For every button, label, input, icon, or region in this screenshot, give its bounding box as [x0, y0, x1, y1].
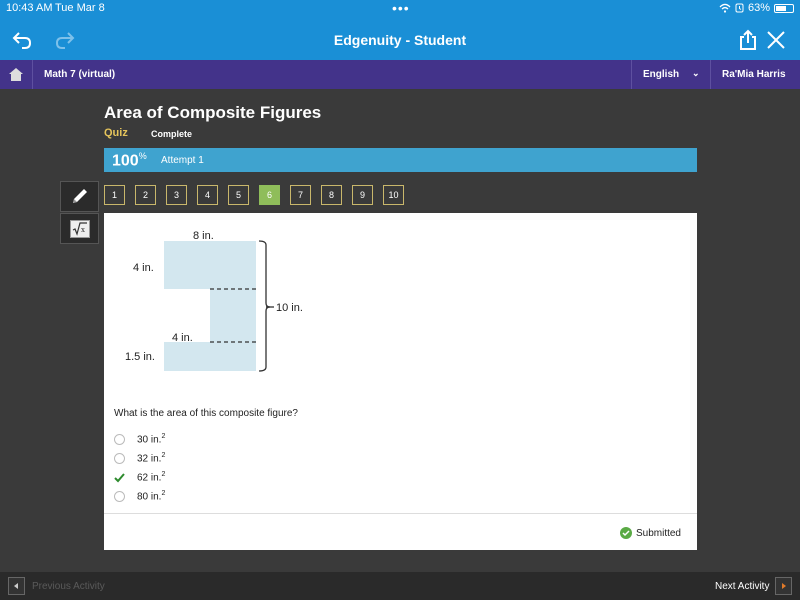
answer-exponent: 2: [161, 470, 166, 478]
check-circle-icon: [620, 527, 632, 539]
question-text: What is the area of this composite figure?: [114, 408, 298, 419]
previous-activity-button[interactable]: [8, 577, 25, 595]
label-inner-width: 4 in.: [172, 332, 193, 344]
score-bar: [104, 148, 697, 172]
submitted-status: [620, 527, 681, 539]
question-6-button[interactable]: 6: [259, 185, 280, 205]
answer-value: 32 in.: [137, 453, 162, 465]
course-name[interactable]: Math 7 (virtual): [44, 69, 116, 80]
app-title: Edgenuity - Student: [333, 32, 467, 48]
close-icon[interactable]: [764, 28, 788, 52]
previous-activity-label[interactable]: Previous Activity: [32, 581, 105, 592]
label-top-width: 8 in.: [193, 230, 214, 242]
score-number: 100: [112, 152, 139, 170]
language-select[interactable]: English: [643, 69, 680, 80]
answer-label: [137, 452, 165, 464]
wifi-icon: [719, 3, 731, 13]
course-bar: [0, 60, 800, 89]
score-value: [112, 151, 147, 170]
question-8-button[interactable]: 8: [321, 185, 342, 205]
battery-icon: [774, 4, 794, 13]
answer-option[interactable]: [114, 470, 165, 484]
share-icon[interactable]: [736, 28, 760, 52]
chevron-down-icon[interactable]: ⌄: [692, 68, 700, 78]
answer-label: [137, 433, 165, 445]
composite-figure: [114, 223, 354, 398]
answer-label: [137, 471, 165, 483]
question-2-button[interactable]: 2: [135, 185, 156, 205]
multitask-dots[interactable]: •••: [392, 0, 410, 16]
score-unit: %: [138, 151, 147, 161]
attempt-label: Attempt 1: [161, 155, 204, 166]
answer-option[interactable]: [114, 451, 165, 465]
page-title: Area of Composite Figures: [104, 103, 322, 122]
next-activity-button[interactable]: [775, 577, 792, 595]
question-4-button[interactable]: 4: [197, 185, 218, 205]
question-5-button[interactable]: 5: [228, 185, 249, 205]
battery-percent: 63%: [747, 2, 770, 14]
status-right: [719, 2, 794, 14]
sqrt-calculator-icon: [70, 220, 90, 238]
checkmark-icon[interactable]: [114, 472, 125, 483]
answer-value: 62 in.: [137, 472, 162, 484]
radio-button[interactable]: [114, 453, 125, 464]
status-time: 10:43 AM: [6, 2, 53, 14]
question-9-button[interactable]: 9: [352, 185, 373, 205]
question-card: [104, 213, 697, 550]
activity-status: Complete: [151, 129, 193, 139]
alarm-icon: [735, 3, 744, 13]
radio-button[interactable]: [114, 434, 125, 445]
battery-level: [776, 6, 786, 11]
answer-exponent: 2: [161, 451, 166, 459]
submitted-label: Submitted: [635, 527, 681, 539]
app-bar: [0, 18, 800, 60]
svg-text:x: x: [81, 226, 85, 234]
label-top-height: 4 in.: [133, 262, 154, 274]
status-date: Tue Mar 8: [55, 2, 105, 14]
label-total-height: 10 in.: [276, 302, 303, 314]
question-1-button[interactable]: 1: [104, 185, 125, 205]
bottom-bar: [0, 572, 800, 600]
pencil-tool-button[interactable]: [60, 181, 99, 212]
answer-option[interactable]: [114, 489, 165, 503]
question-7-button[interactable]: 7: [290, 185, 311, 205]
divider: [631, 60, 632, 89]
figure-shape: [164, 241, 256, 371]
answer-label: [137, 490, 165, 502]
answer-exponent: 2: [161, 432, 166, 440]
divider: [32, 60, 33, 89]
question-3-button[interactable]: 3: [166, 185, 187, 205]
activity-type: Quiz: [104, 127, 128, 139]
answer-value: 30 in.: [137, 434, 162, 446]
status-bar: [0, 0, 800, 18]
label-bottom-height: 1.5 in.: [125, 351, 155, 363]
next-activity-label[interactable]: Next Activity: [715, 581, 770, 592]
user-name[interactable]: Ra'Mia Harris: [722, 69, 786, 80]
height-brace: [259, 241, 270, 371]
chevron-right-icon: [776, 578, 791, 594]
calculator-tool-button[interactable]: [60, 213, 99, 244]
answer-value: 80 in.: [137, 491, 162, 503]
question-10-button[interactable]: 10: [383, 185, 404, 205]
pencil-icon: [70, 188, 90, 206]
answer-exponent: 2: [161, 489, 166, 497]
divider: [710, 60, 711, 89]
divider: [104, 513, 697, 514]
chevron-left-icon: [9, 578, 24, 594]
radio-button[interactable]: [114, 491, 125, 502]
answer-option[interactable]: [114, 432, 165, 446]
home-icon[interactable]: [8, 66, 24, 82]
